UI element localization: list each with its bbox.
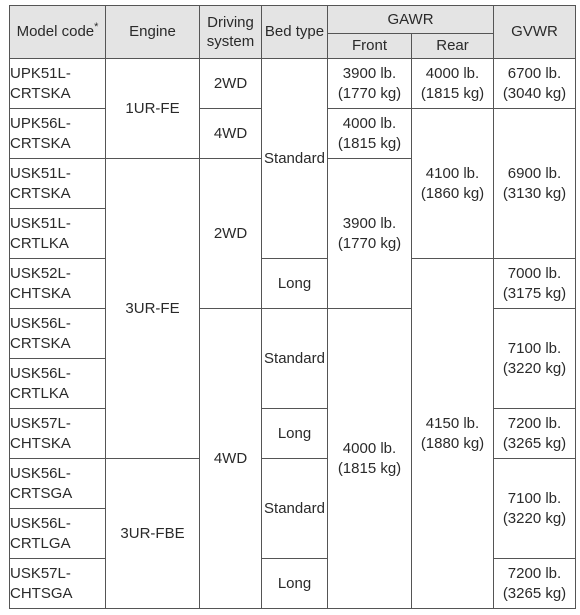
gvwr-cell: 7100 lb. (3220 kg) [494, 309, 576, 409]
bed-type-cell: Long [262, 409, 328, 459]
header-gvwr: GVWR [494, 6, 576, 59]
front-gawr-cell: 3900 lb. (1770 kg) [328, 159, 412, 309]
bed-type-cell: Standard [262, 59, 328, 259]
model-code-cell: USK56L-CRTLGA [10, 509, 106, 559]
table-row [10, 59, 576, 109]
gvwr-cell: 7100 lb. (3220 kg) [494, 459, 576, 559]
engine-cell: 3UR-FE [106, 159, 200, 459]
header-rear: Rear [412, 34, 494, 59]
driving-system-cell: 2WD [200, 59, 262, 109]
header-engine: Engine [106, 6, 200, 59]
driving-system-cell: 4WD [200, 109, 262, 159]
driving-system-cell: 2WD [200, 159, 262, 309]
model-code-cell: USK56L-CRTSKA [10, 309, 106, 359]
bed-type-cell: Long [262, 259, 328, 309]
header-front: Front [328, 34, 412, 59]
model-code-cell: USK52L-CHTSKA [10, 259, 106, 309]
bed-type-cell: Standard [262, 309, 328, 409]
rear-gawr-cell: 4000 lb. (1815 kg) [412, 59, 494, 109]
header-driving-system: Driving system [200, 6, 262, 59]
bed-type-cell: Long [262, 559, 328, 609]
gvwr-cell: 6900 lb. (3130 kg) [494, 109, 576, 259]
model-code-cell: USK56L-CRTLKA [10, 359, 106, 409]
gvwr-cell: 7200 lb. (3265 kg) [494, 559, 576, 609]
rear-gawr-cell: 4150 lb. (1880 kg) [412, 259, 494, 609]
gvwr-cell: 6700 lb. (3040 kg) [494, 59, 576, 109]
model-code-cell: UPK56L-CRTSKA [10, 109, 106, 159]
model-code-cell: USK57L-CHTSGA [10, 559, 106, 609]
front-gawr-cell: 3900 lb. (1770 kg) [328, 59, 412, 109]
spec-table-container [9, 5, 576, 609]
rear-gawr-cell: 4100 lb. (1860 kg) [412, 109, 494, 259]
header-gawr: GAWR [328, 6, 494, 34]
axle-weight-rating-table [9, 5, 576, 609]
model-code-cell: USK51L-CRTSKA [10, 159, 106, 209]
engine-cell: 3UR-FBE [106, 459, 200, 609]
gvwr-cell: 7200 lb. (3265 kg) [494, 409, 576, 459]
table-row [10, 259, 576, 309]
model-code-cell: UPK51L-CRTSKA [10, 59, 106, 109]
model-code-cell: USK56L-CRTSGA [10, 459, 106, 509]
driving-system-cell: 4WD [200, 309, 262, 609]
front-gawr-cell: 4000 lb. (1815 kg) [328, 309, 412, 609]
engine-cell: 1UR-FE [106, 59, 200, 159]
header-model-code [10, 6, 106, 59]
header-bed-type: Bed type [262, 6, 328, 59]
footnote-mark: * [94, 21, 99, 34]
front-gawr-cell: 4000 lb. (1815 kg) [328, 109, 412, 159]
bed-type-cell: Standard [262, 459, 328, 559]
model-code-cell: USK51L-CRTLKA [10, 209, 106, 259]
gvwr-cell: 7000 lb. (3175 kg) [494, 259, 576, 309]
model-code-cell: USK57L-CHTSKA [10, 409, 106, 459]
header-model-code-label: Model code [16, 23, 95, 41]
